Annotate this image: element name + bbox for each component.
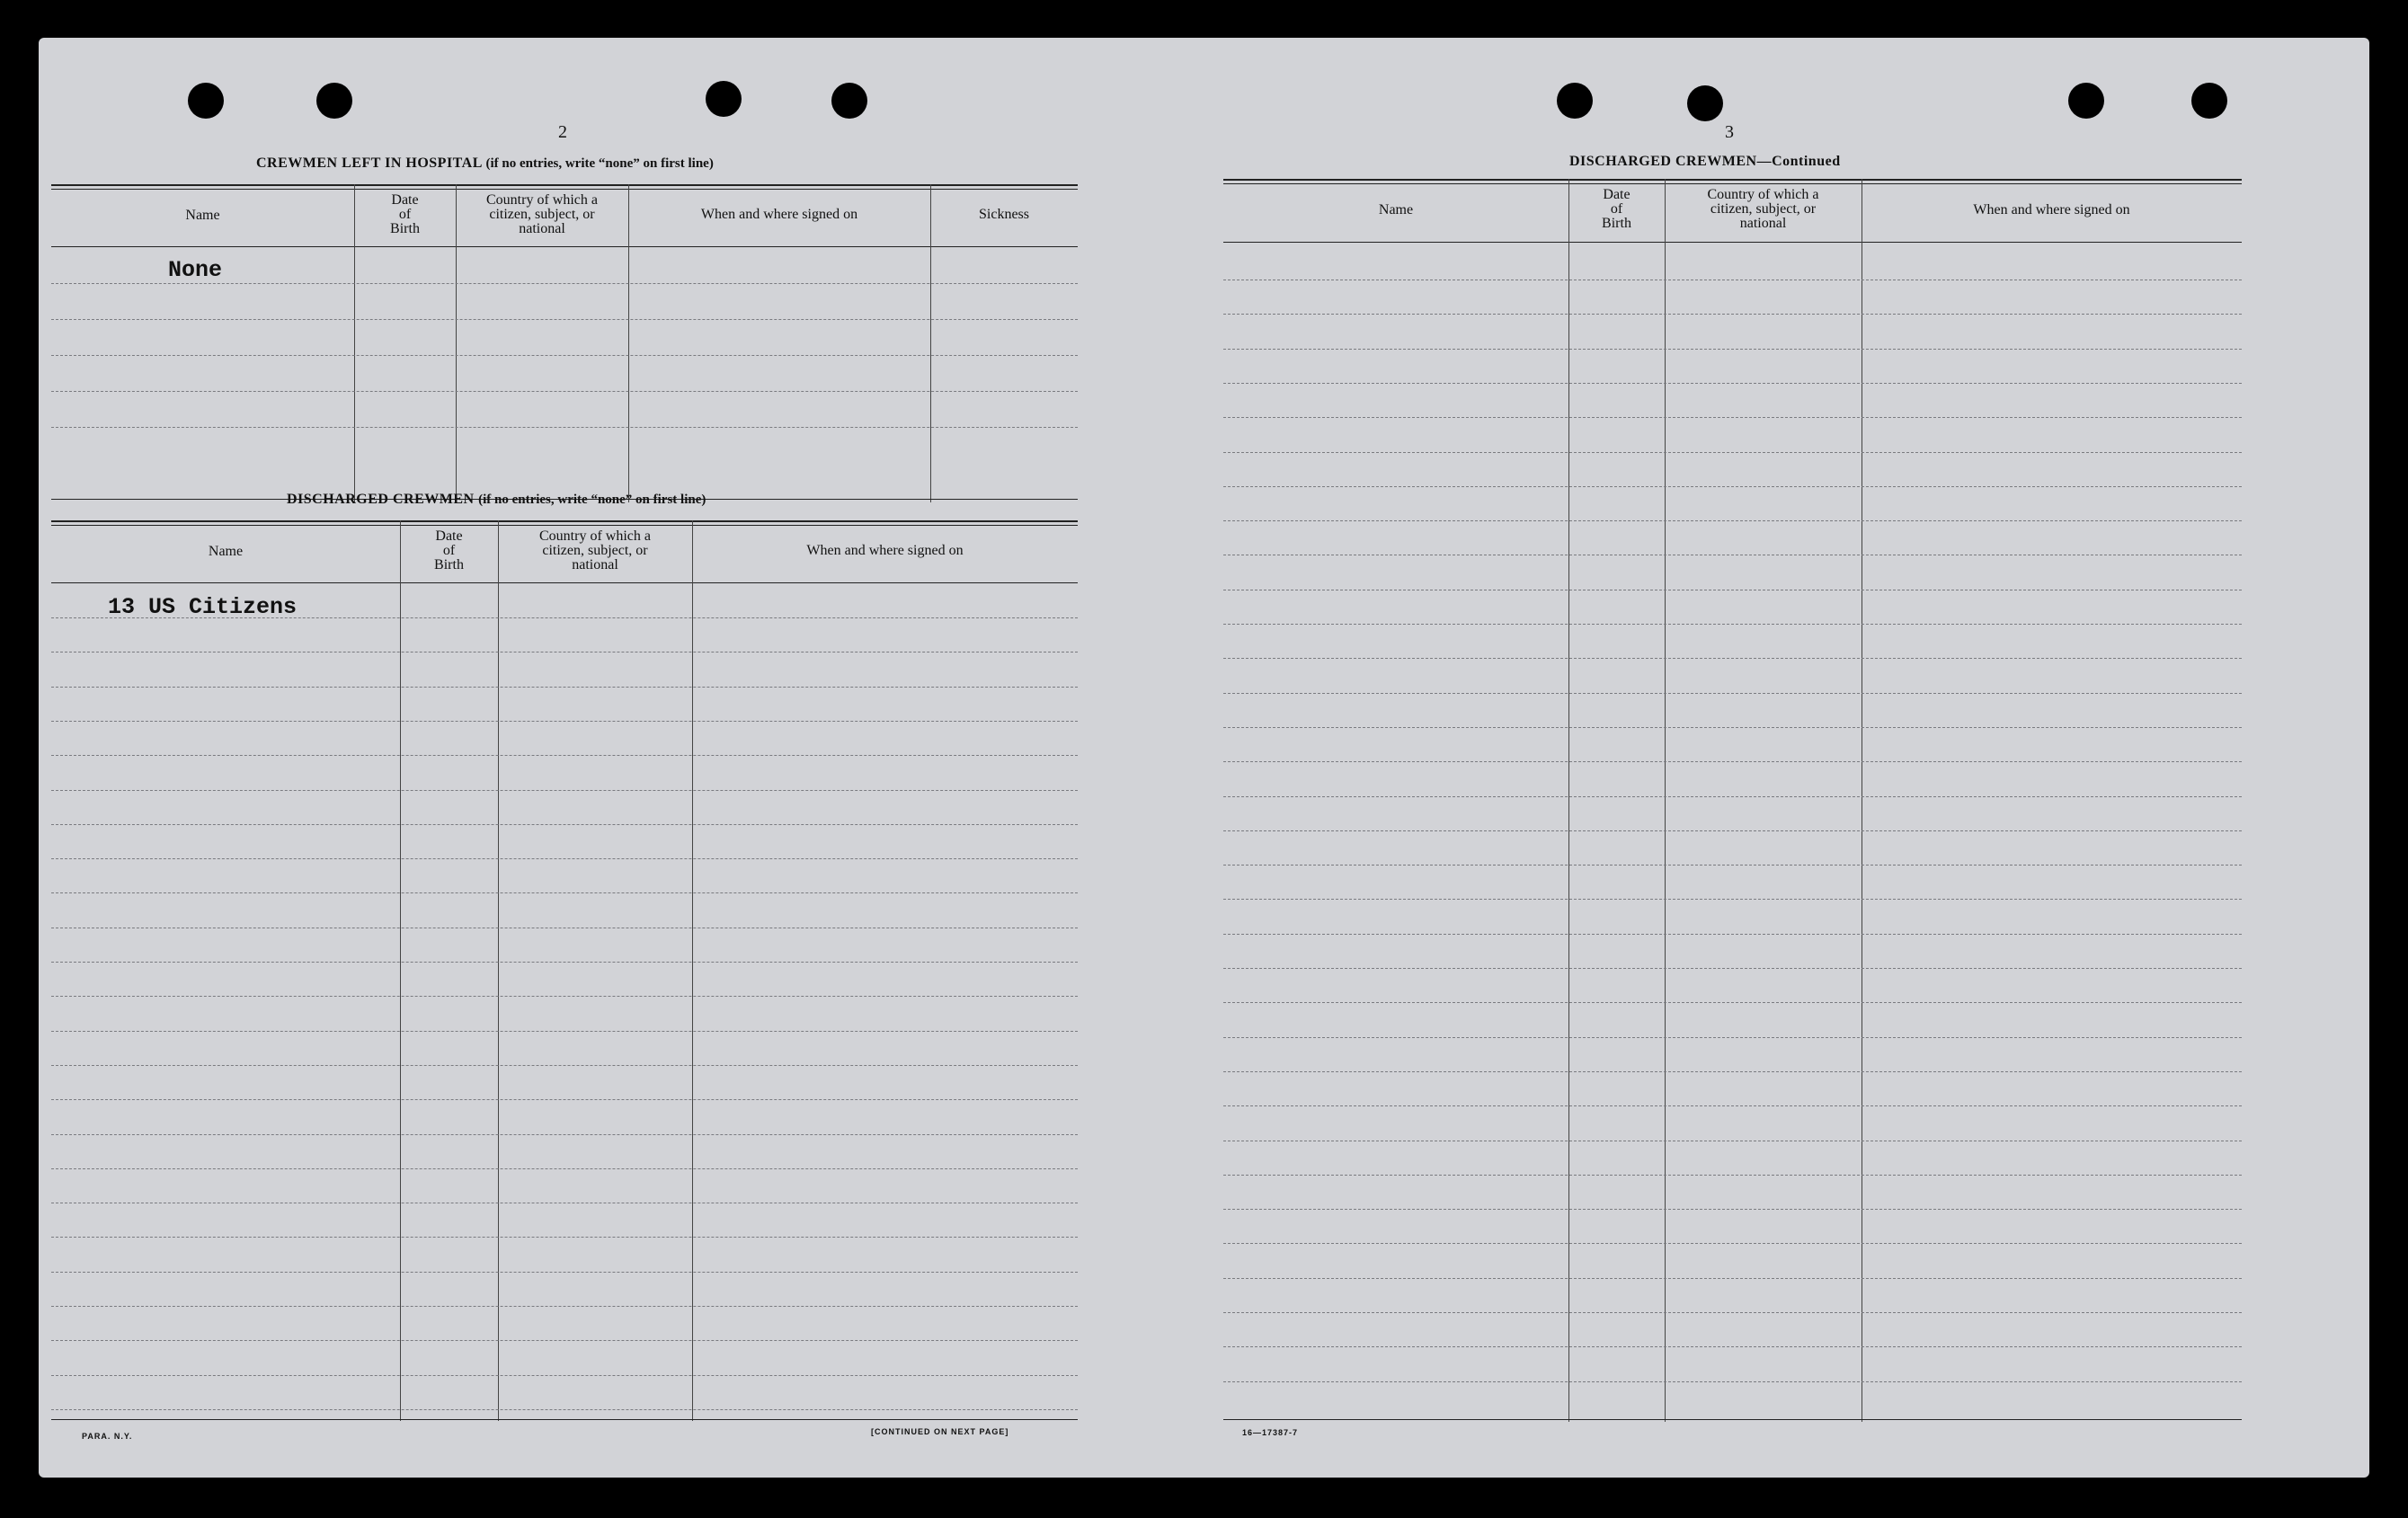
document-sheet <box>39 38 2369 1478</box>
punch-hole <box>188 83 224 119</box>
entry-line <box>51 824 1078 825</box>
entry-line <box>51 1409 1078 1410</box>
col-header-country: Country of which a citizen, subject, or national <box>539 528 651 573</box>
page-number: 2 <box>558 122 567 142</box>
col-header-name: Name <box>1378 202 1414 217</box>
entry-line <box>51 1237 1078 1238</box>
footer-continued: [CONTINUED ON NEXT PAGE] <box>871 1427 1009 1436</box>
footer-printer: PARA. N.Y. <box>82 1432 133 1441</box>
entry-line <box>51 721 1078 722</box>
entry-line <box>1223 1243 2242 1244</box>
entry-line <box>51 283 1078 284</box>
entry-line <box>1223 1312 2242 1313</box>
discharged-continued-table <box>1223 179 2242 1422</box>
column-divider <box>400 520 401 1421</box>
entry-line <box>1223 1175 2242 1176</box>
entry-line <box>51 1272 1078 1273</box>
entry-line <box>1223 934 2242 935</box>
entry-line <box>51 1134 1078 1135</box>
entry-line <box>1223 1002 2242 1003</box>
entry-line <box>1223 520 2242 521</box>
table-top-rule <box>51 184 1078 190</box>
hospital-table <box>51 184 1078 502</box>
entry-line <box>51 319 1078 320</box>
col-header-dob: Date of Birth <box>390 192 420 236</box>
entry-line <box>51 1306 1078 1307</box>
discharged-title: DISCHARGED CREWMEN <box>287 492 475 507</box>
entry-line <box>51 1031 1078 1032</box>
column-divider <box>498 520 499 1421</box>
entry-line <box>1223 1381 2242 1382</box>
header-rule <box>51 582 1078 583</box>
entry-line <box>51 1168 1078 1169</box>
entry-line <box>1223 727 2242 728</box>
col-header-dob: Date of Birth <box>434 528 464 573</box>
entry-line <box>51 687 1078 688</box>
column-divider <box>1665 179 1666 1422</box>
entry-line <box>51 1065 1078 1066</box>
section-title-hospital <box>256 155 714 172</box>
header-rule <box>1223 242 2242 243</box>
entry-line <box>51 1375 1078 1376</box>
col-header-dob: Date of Birth <box>1602 187 1631 231</box>
discharged-cont-suffix: —Continued <box>1756 154 1841 169</box>
table-bottom-rule <box>51 1419 1078 1420</box>
entry-line <box>51 755 1078 756</box>
entry-line <box>51 892 1078 893</box>
entry-line <box>1223 1037 2242 1038</box>
entry-line <box>1223 417 2242 418</box>
entry-line <box>51 996 1078 997</box>
discharged-entry: 13 US Citizens <box>108 594 298 620</box>
entry-line <box>1223 865 2242 866</box>
table-top-rule <box>51 520 1078 526</box>
column-divider <box>628 184 629 502</box>
entry-line <box>51 391 1078 392</box>
col-header-signed: When and where signed on <box>806 543 964 558</box>
page-number: 3 <box>1725 122 1734 142</box>
hospital-title: CREWMEN LEFT IN HOSPITAL <box>256 155 483 171</box>
punch-hole <box>316 83 352 119</box>
entry-line <box>1223 349 2242 350</box>
entry-line <box>51 962 1078 963</box>
section-title-discharged <box>287 492 706 508</box>
entry-line <box>1223 1209 2242 1210</box>
entry-line <box>1223 693 2242 694</box>
column-divider <box>1568 179 1569 1422</box>
punch-hole <box>706 81 742 117</box>
col-header-country: Country of which a citizen, subject, or national <box>486 192 598 236</box>
entry-line <box>1223 761 2242 762</box>
discharged-table <box>51 520 1078 1421</box>
punch-hole <box>1557 83 1593 119</box>
entry-line <box>1223 624 2242 625</box>
column-divider <box>692 520 693 1421</box>
footer-form-number: 16—17387-7 <box>1242 1428 1299 1437</box>
section-title-discharged-continued <box>1569 154 1841 170</box>
entry-line <box>1223 1346 2242 1347</box>
entry-line <box>1223 314 2242 315</box>
column-divider <box>930 184 931 502</box>
entry-line <box>1223 486 2242 487</box>
col-header-name: Name <box>185 208 220 223</box>
table-top-rule <box>1223 179 2242 184</box>
entry-line <box>1223 452 2242 453</box>
entry-line <box>1223 383 2242 384</box>
col-header-sickness: Sickness <box>979 207 1029 222</box>
entry-line <box>1223 1071 2242 1072</box>
discharged-cont-title: DISCHARGED CREWMEN <box>1569 154 1757 169</box>
entry-line <box>51 790 1078 791</box>
entry-line <box>1223 1278 2242 1279</box>
entry-line <box>1223 968 2242 969</box>
entry-line <box>51 427 1078 428</box>
entry-line <box>1223 830 2242 831</box>
header-rule <box>51 246 1078 247</box>
col-header-country: Country of which a citizen, subject, or national <box>1707 187 1819 231</box>
punch-hole <box>1687 85 1723 121</box>
entry-line <box>1223 796 2242 797</box>
col-header-signed: When and where signed on <box>1973 202 2130 217</box>
punch-hole <box>2191 83 2227 119</box>
hospital-entry: None <box>168 257 223 283</box>
entry-line <box>51 355 1078 356</box>
col-header-signed: When and where signed on <box>700 207 858 222</box>
table-bottom-rule <box>1223 1419 2242 1420</box>
entry-line <box>51 1340 1078 1341</box>
entry-line <box>1223 1105 2242 1106</box>
entry-line <box>51 858 1078 859</box>
col-header-name: Name <box>208 544 244 559</box>
punch-hole <box>2068 83 2104 119</box>
entry-line <box>51 1099 1078 1100</box>
hospital-note: (if no entries, write “none” on first line) <box>485 156 714 171</box>
discharged-note: (if no entries, write “none” on first line) <box>478 493 706 507</box>
punch-hole <box>831 83 867 119</box>
entry-line <box>1223 658 2242 659</box>
entry-line <box>1223 899 2242 900</box>
